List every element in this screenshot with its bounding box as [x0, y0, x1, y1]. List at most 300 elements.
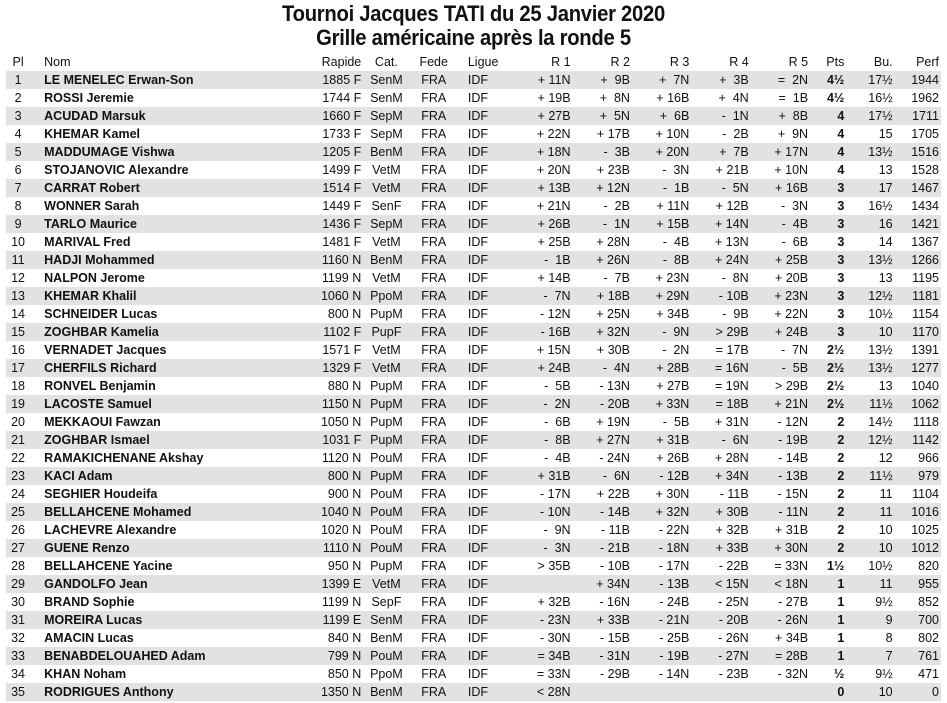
- cell-name: RAMAKICHENANE Akshay: [44, 451, 204, 465]
- table-row: [6, 413, 941, 431]
- cell-league: IDF: [467, 73, 488, 87]
- cell-category: BenM: [370, 145, 403, 159]
- cell-buchholz: 11½: [869, 397, 893, 411]
- cell-rating: 1160 N: [321, 253, 362, 267]
- cell-rating: 1399 E: [321, 577, 362, 591]
- table-row: [6, 143, 941, 161]
- cell-round-2: - 20B: [600, 397, 630, 411]
- cell-round-3: + 29N: [655, 289, 690, 303]
- cell-round-5: - 32N: [777, 667, 809, 681]
- cell-category: SepM: [370, 217, 403, 231]
- cell-performance: 979: [918, 469, 939, 483]
- cell-name: CARRAT Robert: [44, 181, 140, 195]
- cell-round-4: + 3B: [719, 73, 749, 87]
- cell-name: BELLAHCENE Yacine: [44, 559, 173, 573]
- column-header-round-4: R 4: [729, 55, 749, 69]
- cell-points: 2: [837, 415, 845, 429]
- column-header-rating: Rapide: [321, 55, 362, 69]
- cell-buchholz: 9: [885, 613, 893, 627]
- cell-federation: FRA: [421, 181, 447, 195]
- table-header-row: [6, 53, 941, 71]
- cell-round-2: - 1N: [602, 217, 630, 231]
- cell-performance: 852: [918, 595, 939, 609]
- cell-round-4: - 1N: [721, 109, 749, 123]
- cell-league: IDF: [467, 667, 488, 681]
- cell-federation: FRA: [421, 523, 447, 537]
- cell-round-2: - 21B: [600, 541, 630, 555]
- cell-round-1: + 13B: [537, 181, 571, 195]
- cell-federation: FRA: [421, 325, 447, 339]
- cell-points: 1½: [826, 559, 845, 573]
- cell-round-5: > 29B: [775, 379, 809, 393]
- cell-round-4: - 26N: [718, 631, 749, 645]
- cell-place: 14: [11, 307, 26, 321]
- cell-round-1: > 35B: [537, 559, 571, 573]
- cell-points: 1: [837, 631, 845, 645]
- cell-name: KHAN Noham: [44, 667, 127, 681]
- cell-points: 1: [837, 649, 845, 663]
- cell-performance: 1467: [911, 181, 939, 195]
- cell-name: MEKKAOUI Fawzan: [44, 415, 161, 429]
- cell-round-2: - 14B: [600, 505, 630, 519]
- cell-round-5: - 7N: [780, 343, 809, 357]
- cell-place: 7: [14, 181, 22, 195]
- cell-performance: 1062: [911, 397, 939, 411]
- cell-round-4: - 5N: [721, 181, 749, 195]
- cell-league: IDF: [467, 235, 488, 249]
- cell-buchholz: 16½: [868, 91, 893, 105]
- cell-round-1: + 22N: [536, 127, 571, 141]
- table-row: [6, 539, 941, 557]
- cell-league: IDF: [467, 91, 488, 105]
- cell-points: 3: [837, 289, 845, 303]
- cell-league: IDF: [467, 505, 488, 519]
- cell-round-3: + 32N: [655, 505, 690, 519]
- cell-performance: 1421: [911, 217, 939, 231]
- cell-round-5: - 5B: [781, 361, 809, 375]
- cell-federation: FRA: [421, 541, 447, 555]
- cell-round-2: + 18B: [596, 289, 630, 303]
- cell-round-3: + 23N: [655, 271, 690, 285]
- cell-round-3: - 17N: [658, 559, 690, 573]
- cell-round-5: - 27B: [778, 595, 809, 609]
- cell-round-5: - 13B: [778, 469, 809, 483]
- cell-round-4: > 29B: [715, 325, 749, 339]
- cell-round-2: + 33B: [596, 613, 630, 627]
- cell-round-1: - 12N: [539, 307, 571, 321]
- cell-rating: 1481 F: [322, 235, 362, 249]
- cell-rating: 1199 N: [321, 595, 362, 609]
- cell-points: 2½: [826, 397, 845, 411]
- cell-buchholz: 11½: [869, 469, 893, 483]
- cell-round-5: - 15N: [777, 487, 809, 501]
- cell-category: PpoM: [370, 289, 403, 303]
- cell-round-2: - 7B: [603, 271, 630, 285]
- cell-league: IDF: [467, 451, 488, 465]
- cell-category: VetM: [372, 235, 401, 249]
- cell-federation: FRA: [421, 73, 447, 87]
- cell-round-5: = 1B: [778, 91, 809, 105]
- cell-place: 32: [11, 631, 26, 645]
- cell-buchholz: 12½: [868, 433, 893, 447]
- cell-name: SCHNEIDER Lucas: [44, 307, 158, 321]
- cell-federation: FRA: [421, 595, 447, 609]
- cell-league: IDF: [467, 253, 488, 267]
- cell-name: SEGHIER Houdeifa: [44, 487, 158, 501]
- cell-round-2: - 11B: [600, 523, 630, 537]
- cell-category: PouM: [370, 487, 403, 501]
- cell-category: SenM: [370, 91, 403, 105]
- cell-name: WONNER Sarah: [44, 199, 140, 213]
- cell-performance: 1025: [911, 523, 939, 537]
- cell-points: 2: [837, 433, 845, 447]
- cell-round-3: + 15B: [656, 217, 690, 231]
- cell-place: 19: [11, 397, 26, 411]
- cell-round-4: - 22B: [718, 559, 749, 573]
- cell-round-3: + 31B: [656, 433, 690, 447]
- cell-round-1: + 19B: [537, 91, 571, 105]
- cell-performance: 1711: [912, 109, 939, 123]
- cell-place: 26: [11, 523, 26, 537]
- cell-round-3: + 27B: [656, 379, 690, 393]
- cell-round-1: - 2N: [543, 397, 571, 411]
- table-row: [6, 467, 941, 485]
- cell-name: BELLAHCENE Mohamed: [44, 505, 192, 519]
- cell-rating: 1150 N: [321, 397, 362, 411]
- cell-name: LE MENELEC Erwan-Son: [44, 73, 194, 87]
- cell-round-2: + 28N: [596, 235, 630, 249]
- table-row: [6, 71, 941, 89]
- cell-federation: FRA: [421, 559, 447, 573]
- cell-points: 2: [837, 487, 845, 501]
- cell-performance: 802: [918, 631, 939, 645]
- cell-performance: 1104: [912, 487, 939, 501]
- cell-round-4: - 20B: [718, 613, 749, 627]
- cell-league: IDF: [467, 433, 488, 447]
- table-row: [6, 269, 941, 287]
- cell-name: RONVEL Benjamin: [44, 379, 156, 393]
- cell-category: VetM: [372, 271, 401, 285]
- table-row: [6, 647, 941, 665]
- cell-points: 3: [837, 235, 845, 249]
- cell-league: IDF: [467, 307, 488, 321]
- cell-category: VetM: [372, 343, 401, 357]
- cell-league: IDF: [467, 487, 488, 501]
- cell-round-3: - 2N: [662, 343, 690, 357]
- cell-round-2: + 26N: [596, 253, 630, 267]
- cell-rating: 1205 F: [322, 145, 362, 159]
- cell-category: PpoM: [370, 667, 403, 681]
- cell-round-3: - 19B: [659, 649, 690, 663]
- column-header-buchholz: Bu.: [873, 55, 893, 69]
- cell-federation: FRA: [421, 487, 447, 501]
- cell-league: IDF: [467, 361, 488, 375]
- cell-round-4: - 11B: [719, 487, 749, 501]
- cell-round-5: + 23N: [774, 289, 809, 303]
- cell-performance: 1118: [913, 415, 939, 429]
- cell-points: 4: [837, 163, 845, 177]
- table-row: [6, 521, 941, 539]
- cell-federation: FRA: [421, 289, 447, 303]
- cell-name: BRAND Sophie: [44, 595, 135, 609]
- column-header-league: Ligue: [467, 55, 499, 69]
- cell-round-2: - 3B: [603, 145, 630, 159]
- cell-round-2: - 6N: [602, 469, 630, 483]
- cell-federation: FRA: [421, 631, 447, 645]
- cell-federation: FRA: [421, 577, 447, 591]
- cell-league: IDF: [467, 523, 488, 537]
- cell-rating: 1514 F: [322, 181, 362, 195]
- cell-federation: FRA: [421, 505, 447, 519]
- cell-rating: 850 N: [327, 667, 362, 681]
- cell-name: MARIVAL Fred: [44, 235, 131, 249]
- cell-points: 3: [837, 307, 845, 321]
- cell-buchholz: 9½: [875, 595, 893, 609]
- cell-rating: 1350 N: [320, 685, 362, 699]
- cell-league: IDF: [467, 217, 488, 231]
- cell-performance: 1434: [911, 199, 939, 213]
- cell-league: IDF: [467, 397, 488, 411]
- cell-name: KACI Adam: [44, 469, 113, 483]
- cell-federation: FRA: [421, 613, 447, 627]
- table-row: [6, 431, 941, 449]
- cell-round-4: + 13N: [714, 235, 749, 249]
- cell-place: 8: [14, 199, 22, 213]
- cell-name: MADDUMAGE Vishwa: [44, 145, 175, 159]
- cell-rating: 1885 F: [322, 73, 362, 87]
- column-header-performance: Perf: [916, 55, 939, 69]
- cell-category: PouM: [370, 541, 403, 555]
- cell-performance: 1142: [912, 433, 939, 447]
- cell-rating: 1733 F: [322, 127, 362, 141]
- cell-round-4: + 28N: [714, 451, 749, 465]
- cell-round-3: - 25B: [659, 631, 690, 645]
- cell-points: 3: [837, 181, 845, 195]
- cell-federation: FRA: [421, 343, 447, 357]
- cell-buchholz: 11: [879, 505, 893, 519]
- cell-rating: 800 N: [327, 469, 362, 483]
- cell-round-1: + 26B: [537, 217, 571, 231]
- cell-round-2: + 32N: [596, 325, 630, 339]
- cell-rating: 1120 N: [321, 451, 362, 465]
- cell-place: 10: [11, 235, 26, 249]
- cell-buchholz: 10: [878, 541, 893, 555]
- cell-performance: 955: [918, 577, 939, 591]
- cell-category: BenM: [370, 631, 403, 645]
- cell-name: GUENE Renzo: [44, 541, 130, 555]
- cell-performance: 1528: [911, 163, 939, 177]
- cell-name: RODRIGUES Anthony: [44, 685, 174, 699]
- cell-performance: 1195: [912, 271, 939, 285]
- cell-round-1: - 1B: [544, 253, 571, 267]
- cell-round-5: + 8B: [778, 109, 809, 123]
- cell-category: SepM: [370, 127, 403, 141]
- cell-round-5: = 33N: [774, 559, 809, 573]
- cell-round-4: = 19N: [714, 379, 749, 393]
- cell-buchholz: 13: [878, 271, 893, 285]
- table-row: [6, 629, 941, 647]
- cell-buchholz: 13½: [868, 361, 893, 375]
- cell-place: 17: [11, 361, 26, 375]
- cell-category: PupM: [370, 379, 403, 393]
- table-row: [6, 197, 941, 215]
- cell-place: 5: [14, 145, 22, 159]
- cell-round-4: + 4N: [718, 91, 749, 105]
- cell-place: 35: [11, 685, 26, 699]
- cell-round-3: + 33N: [655, 397, 690, 411]
- table-row: [6, 305, 941, 323]
- column-header-points: Pts: [826, 55, 845, 69]
- cell-round-4: - 10B: [718, 289, 749, 303]
- table-row: [6, 503, 941, 521]
- cell-category: SenM: [370, 613, 403, 627]
- cell-category: PupF: [371, 325, 402, 339]
- cell-federation: FRA: [421, 109, 447, 123]
- cell-place: 24: [11, 487, 26, 501]
- cell-round-3: - 14N: [658, 667, 690, 681]
- cell-points: 2: [837, 469, 845, 483]
- cell-federation: FRA: [421, 415, 447, 429]
- table-body: [6, 71, 941, 701]
- cell-performance: 0: [932, 685, 939, 699]
- cell-buchholz: 10: [878, 523, 893, 537]
- cell-round-2: + 34N: [596, 577, 630, 591]
- cell-round-5: + 24B: [775, 325, 809, 339]
- table-row: [6, 287, 941, 305]
- cell-round-3: - 21N: [658, 613, 690, 627]
- cell-round-1: - 3N: [543, 541, 571, 555]
- cell-round-2: [573, 683, 632, 701]
- cell-round-3: [632, 683, 691, 701]
- cell-league: IDF: [467, 631, 488, 645]
- cell-round-3: - 18N: [658, 541, 690, 555]
- cell-rating: 1744 F: [322, 91, 362, 105]
- cell-points: 3: [837, 325, 845, 339]
- cell-league: IDF: [467, 109, 488, 123]
- cell-round-1: + 24B: [537, 361, 571, 375]
- cell-round-1: - 5B: [544, 379, 571, 393]
- cell-name: MOREIRA Lucas: [44, 613, 143, 627]
- cell-place: 12: [11, 271, 26, 285]
- cell-round-5: + 21N: [774, 397, 809, 411]
- cell-round-5: + 16B: [775, 181, 809, 195]
- cell-performance: 1391: [911, 343, 939, 357]
- cell-round-5: [751, 683, 810, 701]
- cell-buchholz: 12: [878, 451, 893, 465]
- cell-buchholz: 13½: [868, 343, 893, 357]
- cell-points: 4½: [826, 91, 845, 105]
- cell-place: 9: [14, 217, 22, 231]
- cell-round-2: + 8N: [599, 91, 630, 105]
- cell-round-1: + 31B: [537, 469, 571, 483]
- cell-round-5: + 25B: [775, 253, 809, 267]
- cell-round-5: + 9N: [777, 127, 809, 141]
- cell-federation: FRA: [421, 469, 447, 483]
- standings-table: [6, 53, 941, 701]
- cell-points: 4: [837, 109, 845, 123]
- cell-place: 22: [11, 451, 26, 465]
- cell-rating: 1436 F: [322, 217, 362, 231]
- cell-name: ACUDAD Marsuk: [44, 109, 146, 123]
- cell-round-5: = 28B: [775, 649, 809, 663]
- cell-round-4: - 23B: [718, 667, 749, 681]
- cell-buchholz: 14: [878, 235, 893, 249]
- cell-federation: FRA: [421, 397, 447, 411]
- cell-round-3: + 20N: [655, 145, 690, 159]
- cell-league: IDF: [467, 181, 488, 195]
- cell-name: ZOGHBAR Ismael: [44, 433, 150, 447]
- cell-performance: 1705: [911, 127, 939, 141]
- cell-name: GANDOLFO Jean: [44, 577, 148, 591]
- table-row: [6, 161, 941, 179]
- table-row: [6, 377, 941, 395]
- cell-buchholz: 10½: [868, 559, 893, 573]
- cell-round-5: + 20B: [775, 271, 809, 285]
- cell-performance: 1277: [911, 361, 939, 375]
- cell-points: 2: [837, 451, 845, 465]
- cell-round-2: + 23B: [596, 163, 630, 177]
- cell-league: IDF: [467, 325, 488, 339]
- cell-round-2: - 13N: [599, 379, 630, 393]
- cell-name: KHEMAR Kamel: [44, 127, 140, 141]
- cell-rating: 1060 N: [320, 289, 362, 303]
- cell-round-5: - 12N: [777, 415, 809, 429]
- table-row: [6, 665, 941, 683]
- table-row: [6, 395, 941, 413]
- column-header-name: Nom: [44, 55, 71, 69]
- cell-round-5: - 14B: [778, 451, 809, 465]
- cell-points: 1: [837, 613, 845, 627]
- cell-round-3: + 30N: [655, 487, 690, 501]
- cell-round-4: < 15N: [714, 577, 749, 591]
- cell-points: 3: [837, 253, 845, 267]
- cell-rating: 1031 F: [322, 433, 362, 447]
- cell-federation: FRA: [421, 361, 447, 375]
- cell-category: PupM: [370, 469, 403, 483]
- column-header-round-3: R 3: [669, 55, 690, 69]
- cell-rating: 880 N: [327, 379, 362, 393]
- cell-rating: 950 N: [327, 559, 362, 573]
- cell-place: 25: [11, 505, 26, 519]
- cell-buchholz: 10½: [868, 307, 893, 321]
- cell-rating: 900 N: [327, 487, 362, 501]
- cell-federation: FRA: [421, 379, 447, 393]
- table-row: [6, 449, 941, 467]
- cell-name: AMACIN Lucas: [44, 631, 134, 645]
- cell-round-4: - 8N: [721, 271, 749, 285]
- cell-buchholz: 11: [879, 487, 893, 501]
- cell-round-1: - 17N: [539, 487, 571, 501]
- cell-federation: FRA: [421, 649, 447, 663]
- cell-round-1: + 21N: [536, 199, 571, 213]
- cell-round-2: + 12N: [596, 181, 630, 195]
- cell-performance: 1040: [911, 379, 939, 393]
- cell-buchholz: 13: [878, 379, 893, 393]
- cell-points: 2½: [826, 343, 845, 357]
- cell-round-5: - 3N: [780, 199, 809, 213]
- column-header-round-5: R 5: [788, 55, 809, 69]
- cell-category: PouM: [370, 523, 403, 537]
- cell-round-3: + 16B: [656, 91, 690, 105]
- cell-round-3: + 28B: [656, 361, 690, 375]
- cell-round-2: + 30B: [596, 343, 630, 357]
- cell-round-5: - 6B: [781, 235, 809, 249]
- cell-name: STOJANOVIC Alexandre: [44, 163, 189, 177]
- cell-round-5: - 11N: [778, 505, 809, 519]
- cell-round-3: - 12B: [659, 469, 690, 483]
- cell-points: 3: [837, 217, 845, 231]
- cell-league: IDF: [467, 145, 488, 159]
